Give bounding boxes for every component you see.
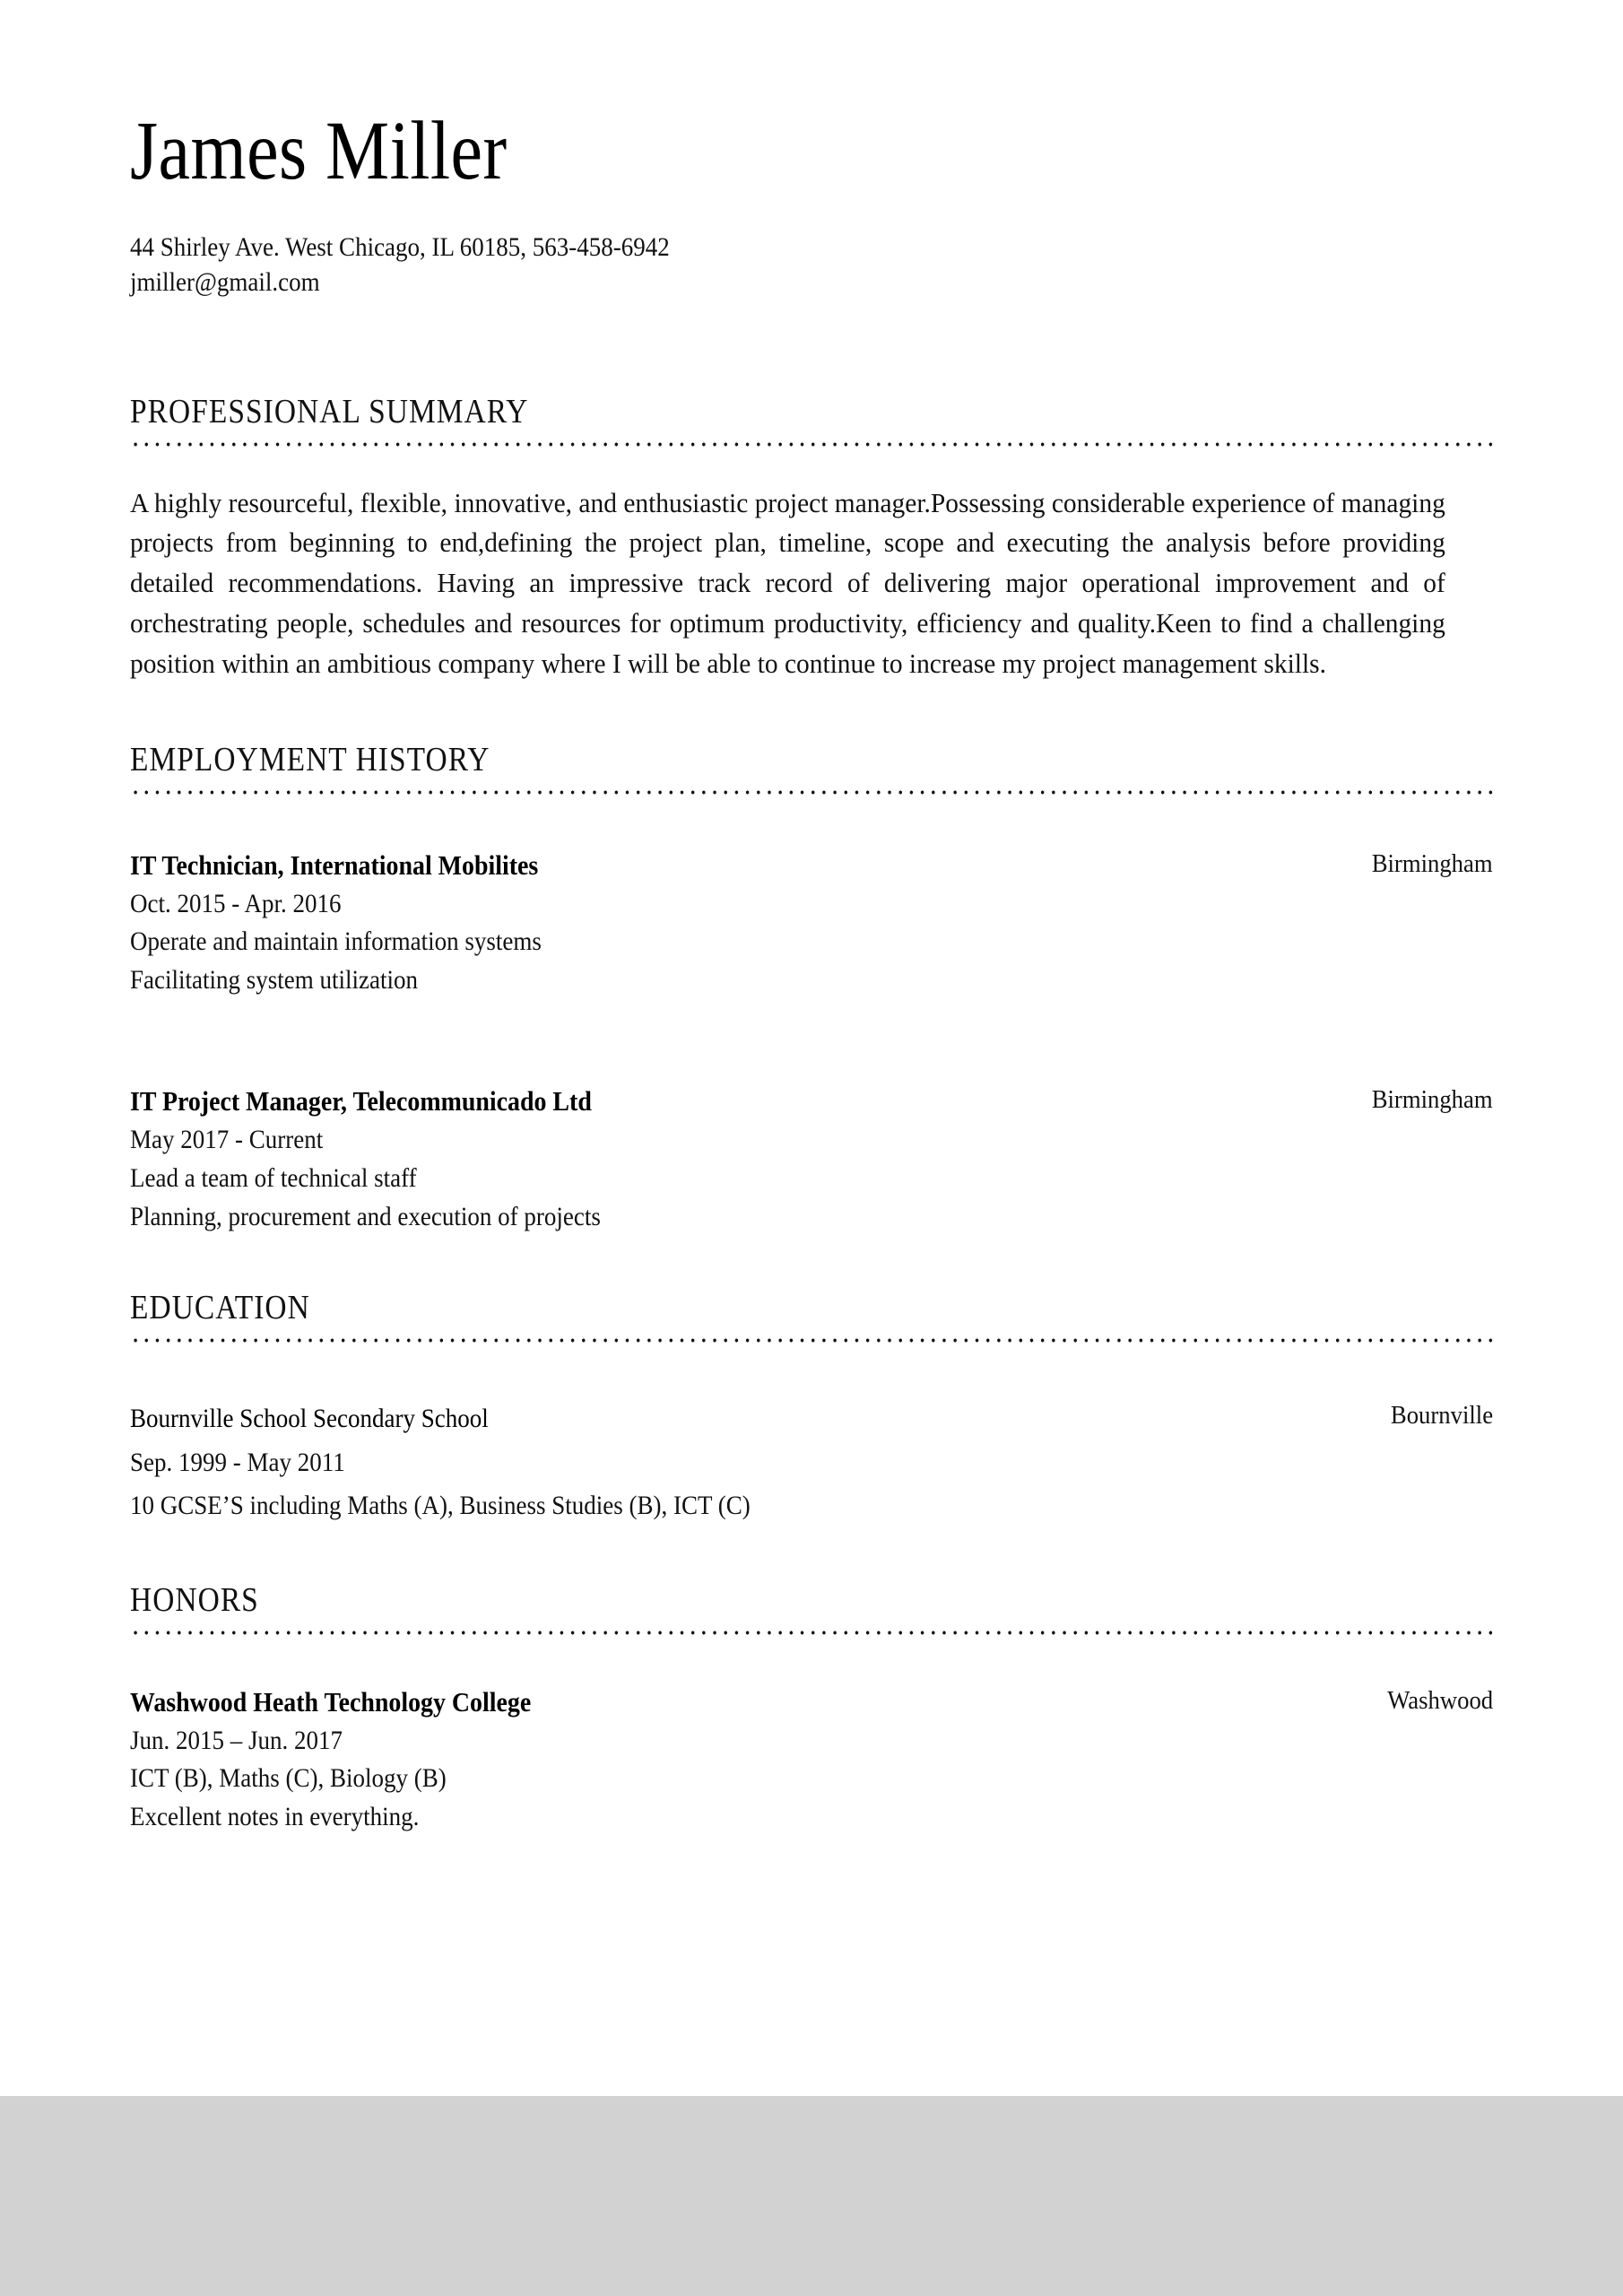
honors-entry-bullet: Excellent notes in everything. bbox=[130, 1801, 420, 1831]
spacer bbox=[130, 1236, 1493, 1290]
page-title: James Miller bbox=[130, 105, 508, 197]
employment-entry bbox=[130, 846, 1493, 1000]
honors-entry-bullet: ICT (B), Maths (C), Biology (B) bbox=[130, 1763, 447, 1794]
honors-entry bbox=[130, 1683, 1493, 1837]
section-title-employment-history: EMPLOYMENT HISTORY bbox=[130, 740, 490, 778]
employment-entry-head bbox=[130, 1082, 1493, 1121]
spacer bbox=[130, 1042, 1493, 1082]
professional-summary-body bbox=[130, 478, 1493, 684]
employment-entry-dates: Oct. 2015 - Apr. 2016 bbox=[130, 888, 342, 918]
section-title-education: EDUCATION bbox=[130, 1289, 310, 1327]
section-honors bbox=[130, 1582, 1493, 1837]
employment-entry-bullet: Lead a team of technical staff bbox=[130, 1162, 417, 1193]
dotted-divider-icon bbox=[130, 789, 1493, 796]
dotted-divider-icon bbox=[130, 1337, 1493, 1344]
education-entry-bullet: 10 GCSE’S including Maths (A), Business Studies (B), ICT (C) bbox=[130, 1491, 751, 1521]
employment-entry-head bbox=[130, 846, 1493, 885]
honors-body bbox=[130, 1666, 1493, 1837]
employment-entry-dates: May 2017 - Current bbox=[130, 1125, 324, 1155]
education-entry-location: Bournville bbox=[1390, 1400, 1493, 1430]
section-education bbox=[130, 1290, 1493, 1528]
spacer bbox=[130, 1528, 1493, 1582]
employment-entry-title: IT Technician, International Mobilites bbox=[130, 848, 539, 881]
education-entry bbox=[130, 1397, 1493, 1528]
contact-address: 44 Shirley Ave. West Chicago, IL 60185, 563-458-6942 bbox=[130, 231, 670, 262]
honors-entry-head bbox=[130, 1683, 1493, 1722]
section-professional-summary bbox=[130, 394, 1493, 684]
contact-email: jmiller@gmail.com bbox=[130, 267, 320, 298]
dotted-divider-icon bbox=[130, 1630, 1493, 1636]
employment-history-body bbox=[130, 826, 1493, 1237]
section-title-honors: HONORS bbox=[130, 1580, 259, 1619]
employment-entry bbox=[130, 1082, 1493, 1236]
professional-summary-text: A highly resourceful, flexible, innovative, and enthusiastic project manager.Possessing considerable experience of managing projects from beginning to end,defining the project plan, timeline, scope and executing the analysis before providing detailed recommendations. Having an impressive track record of delivering major operational improvement and of orchestrating people, schedules and resources for optimum productivity, efficiency and quality.Keen to find a challenging position within an ambitious company where I will be able to continue to increase my project management skills. bbox=[130, 487, 1445, 679]
employment-entry-bullet: Facilitating system utilization bbox=[130, 964, 418, 995]
spacer bbox=[130, 1836, 1493, 1961]
employment-entry-title: IT Project Manager, Telecommunicado Ltd bbox=[130, 1085, 592, 1118]
employment-entry-location: Birmingham bbox=[1372, 1085, 1493, 1115]
honors-entry-location: Washwood bbox=[1387, 1685, 1493, 1715]
employment-entry-location: Birmingham bbox=[1372, 848, 1493, 878]
education-entry-title: Bournville School Secondary School bbox=[130, 1403, 489, 1433]
section-title-professional-summary: PROFESSIONAL SUMMARY bbox=[130, 392, 529, 430]
honors-entry-dates: Jun. 2015 – Jun. 2017 bbox=[130, 1725, 343, 1755]
education-entry-dates: Sep. 1999 - May 2011 bbox=[130, 1447, 345, 1477]
contact-block bbox=[130, 230, 1493, 300]
dotted-divider-icon bbox=[130, 441, 1493, 448]
employment-entry-bullet: Operate and maintain information systems bbox=[130, 926, 542, 957]
honors-entry-title: Washwood Heath Technology College bbox=[130, 1685, 532, 1718]
section-employment-history bbox=[130, 742, 1493, 1236]
education-entry-head bbox=[130, 1397, 1493, 1441]
employment-entry-bullet: Planning, procurement and execution of projects bbox=[130, 1201, 601, 1231]
education-body bbox=[130, 1374, 1493, 1528]
